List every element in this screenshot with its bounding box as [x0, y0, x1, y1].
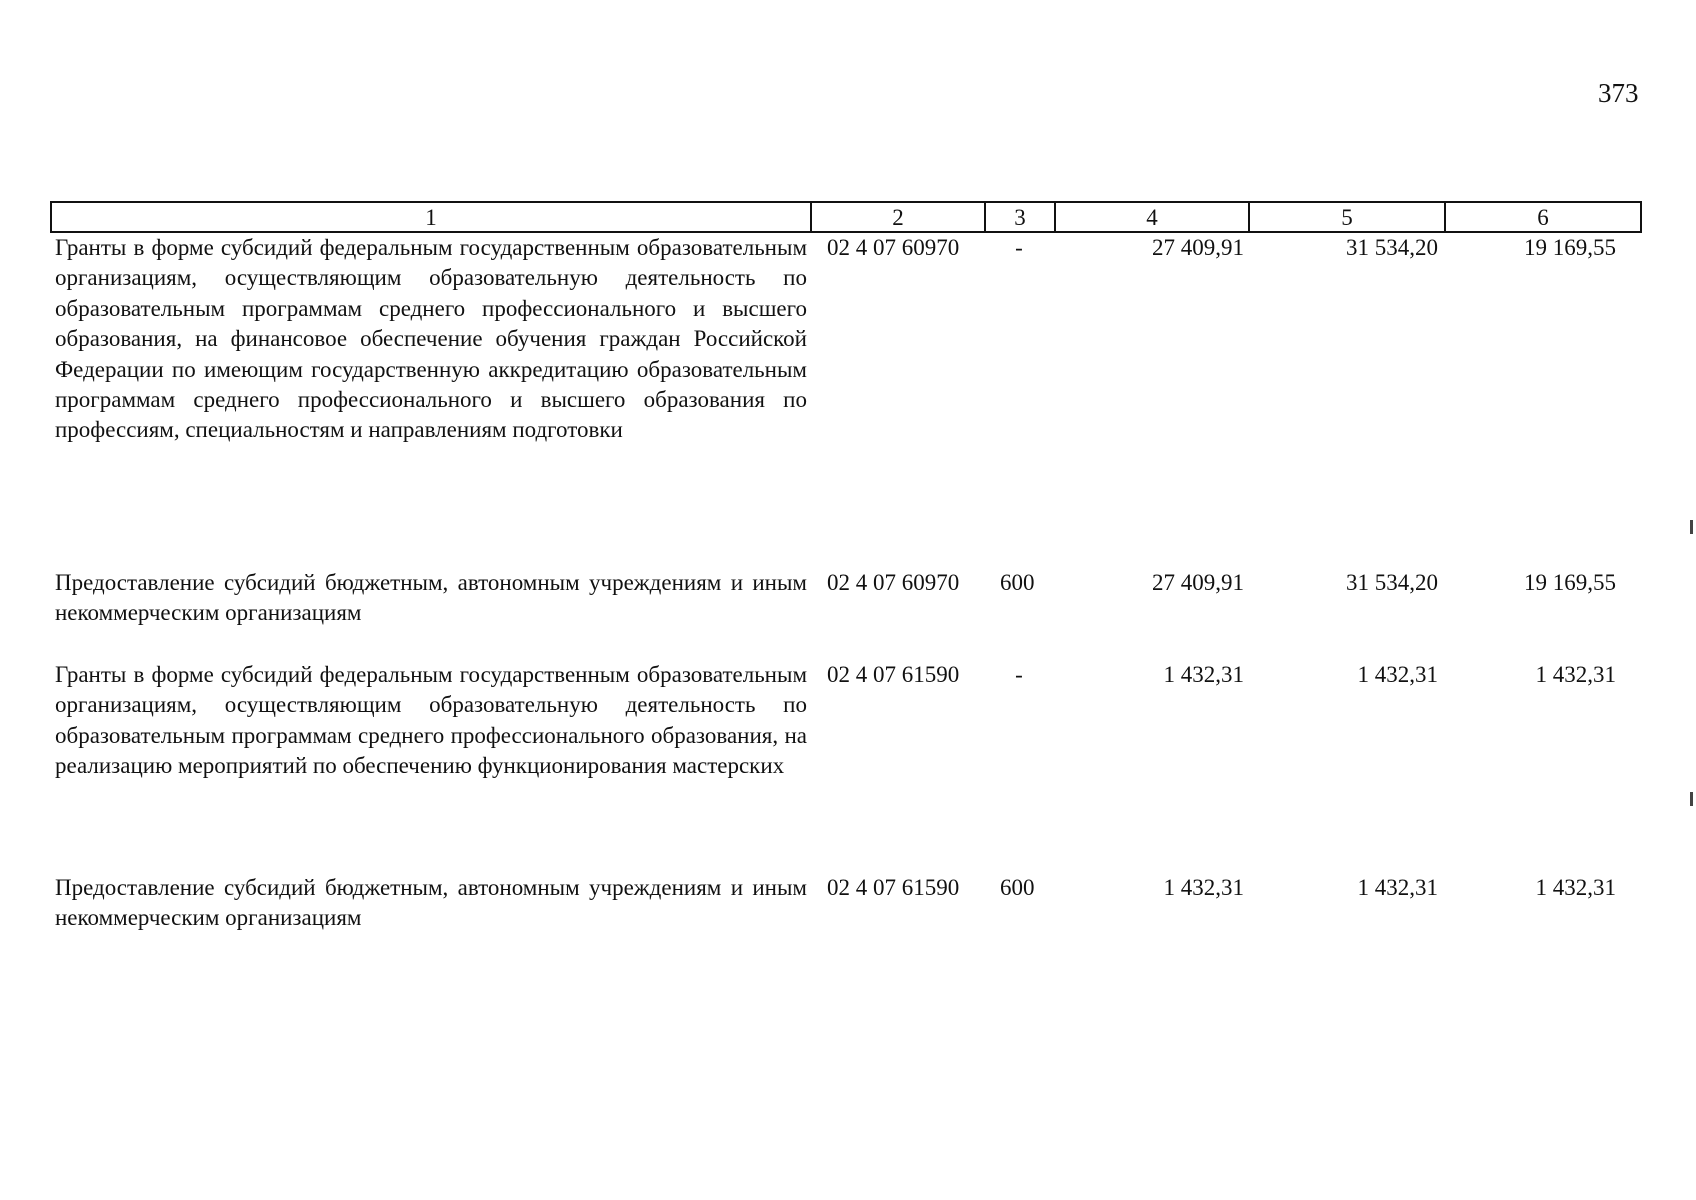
column-header-5: 5	[1249, 202, 1445, 232]
scan-edge-mark	[1690, 520, 1693, 534]
row-expense-type: 600	[1000, 875, 1035, 900]
row-description: Гранты в форме субсидий федеральным государственным образовательным организациям, осуществляющим образовательную деятельность по образовательным программам среднего профессионального образования, на реализацию мероприятий по обеспечению функционирования мастерских	[55, 662, 807, 779]
row-expense-type: 600	[1000, 570, 1035, 595]
table-header-row	[51, 202, 1641, 232]
row-code: 02 4 07 61590	[827, 875, 960, 900]
row-value-col6: 1 432,31	[1535, 875, 1616, 900]
scan-edge-mark	[1690, 792, 1693, 806]
row-value-col5: 1 432,31	[1357, 662, 1438, 687]
row-expense-type: -	[1015, 235, 1023, 260]
row-value-col6: 1 432,31	[1535, 662, 1616, 687]
column-header-2: 2	[811, 202, 985, 232]
row-code: 02 4 07 61590	[827, 662, 960, 687]
row-description: Предоставление субсидий бюджетным, автономным учреждениям и иным некоммерческим организациям	[55, 875, 807, 931]
row-value-col4: 27 409,91	[1152, 235, 1244, 260]
row-value-col5: 31 534,20	[1346, 235, 1438, 260]
row-description: Гранты в форме субсидий федеральным государственным образовательным организациям, осуществляющим образовательную деятельность по образовательным программам среднего профессионального и высшего образования, на финансовое обеспечение обучения граждан Российской Федерации по имеющим государственную аккредитацию образовательным программам среднего профессионального и высшего образования по профессиям, специальностям и направлениям подготовки	[55, 235, 807, 443]
row-description: Предоставление субсидий бюджетным, автономным учреждениям и иным некоммерческим организациям	[55, 570, 807, 626]
row-value-col6: 19 169,55	[1524, 235, 1616, 260]
row-code: 02 4 07 60970	[827, 570, 960, 595]
table-header	[50, 201, 1642, 233]
row-value-col5: 31 534,20	[1346, 570, 1438, 595]
row-value-col6: 19 169,55	[1524, 570, 1616, 595]
page-number: 373	[1598, 78, 1639, 108]
row-value-col4: 1 432,31	[1163, 875, 1244, 900]
column-header-4: 4	[1055, 202, 1249, 232]
row-value-col4: 1 432,31	[1163, 662, 1244, 687]
row-code: 02 4 07 60970	[827, 235, 960, 260]
column-header-3: 3	[985, 202, 1055, 232]
row-expense-type: -	[1015, 662, 1023, 687]
column-header-1: 1	[51, 202, 811, 232]
row-value-col5: 1 432,31	[1357, 875, 1438, 900]
column-header-6: 6	[1445, 202, 1641, 232]
row-value-col4: 27 409,91	[1152, 570, 1244, 595]
